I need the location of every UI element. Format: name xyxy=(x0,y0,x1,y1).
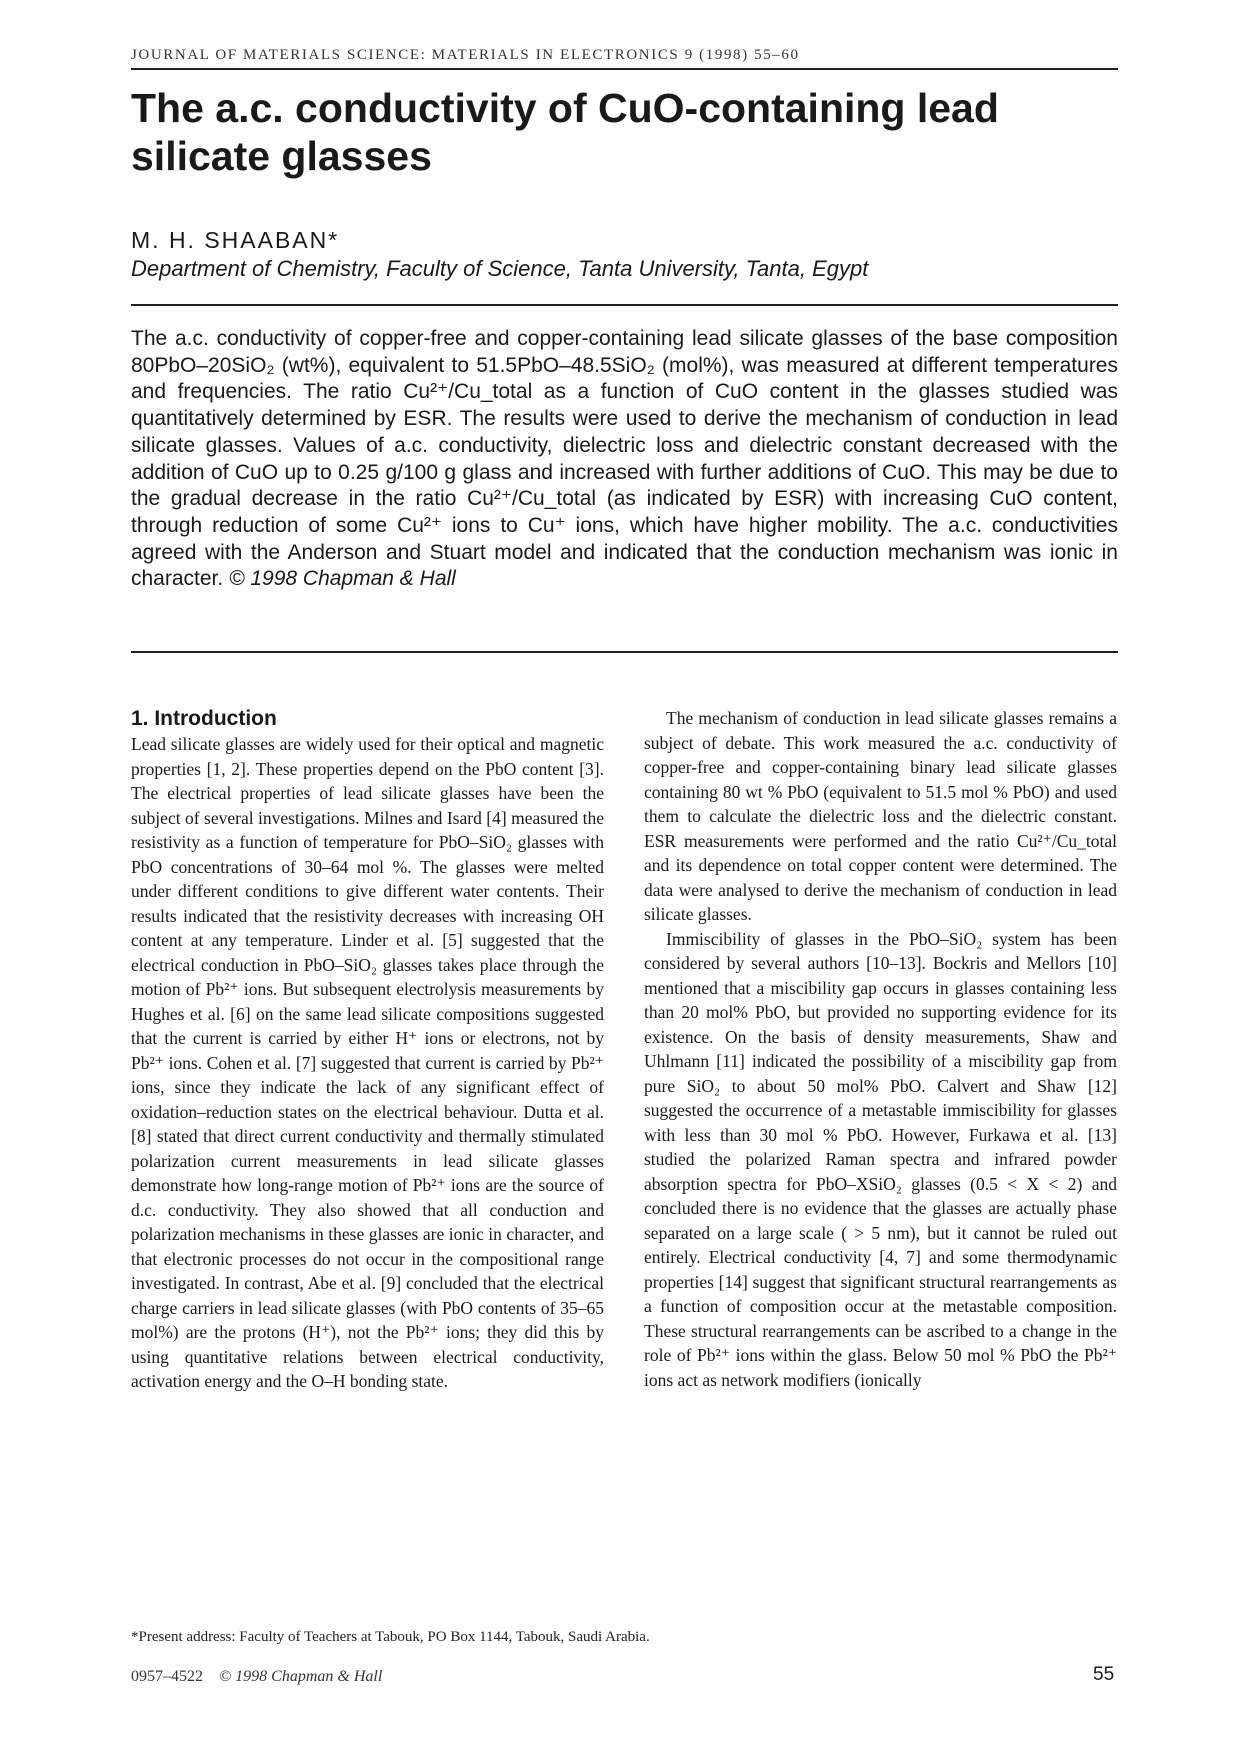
right-column xyxy=(644,706,1117,1392)
body-paragraph: The mechanism of conduction in lead silicate glasses remains a subject of debate. This work measured the a.c. conductivity of copper-free and copper-containing binary lead silicate glasses containing 80 wt % PbO (equivalent to 51.5 mol % PbO) and used them to calculate the dielectric loss and the dielectric constant. ESR measurements were performed and the ratio Cu²⁺/Cu_total and its dependence on total copper content were determined. The data were analysed to derive the mechanism of conduction in lead silicate glasses. xyxy=(644,708,1117,924)
author-affiliation: Department of Chemistry, Faculty of Science, Tanta University, Tanta, Egypt xyxy=(131,256,869,281)
publisher-copyright: © 1998 Chapman & Hall xyxy=(219,1668,383,1685)
issn: 0957–4522 xyxy=(131,1668,203,1685)
author-footnote: *Present address: Faculty of Teachers at Tabouk, PO Box 1144, Tabouk, Saudi Arabia. xyxy=(131,1629,650,1645)
page-number: 55 xyxy=(1093,1664,1115,1685)
abstract-copyright: © 1998 Chapman & Hall xyxy=(229,567,456,591)
issn-line xyxy=(131,1668,382,1686)
abstract-bottom-rule xyxy=(131,651,1118,653)
section-heading-introduction: 1. Introduction xyxy=(131,707,277,730)
journal-header: JOURNAL OF MATERIALS SCIENCE: MATERIALS IN ELECTRONICS 9 (1998) 55–60 xyxy=(131,47,800,63)
abstract xyxy=(131,326,1118,593)
abstract-top-rule xyxy=(131,304,1118,306)
left-column xyxy=(131,706,604,1394)
intro-paragraph: Lead silicate glasses are widely used for their optical and magnetic properties [1, 2]. These properties depend on the PbO content [3]. The electrical properties of lead silicate glasses have been the subject of several investigations. Milnes and Isard [4] measured the resistivity as a function of temperature for PbO–SiO₂ glasses with PbO concentrations of 30–64 mol %. The glasses were melted under different conditions to give different water contents. Their results indicated that the resistivity decreases with increasing OH content at any temperature. Linder et al. [5] suggested that the electrical conduction in PbO–SiO₂ glasses takes place through the motion of Pb²⁺ ions. But subsequent electrolysis measurements by Hughes et al. [6] on the same lead silicate compositions suggested that the current is carried by either H⁺ ions or electrons, not by Pb²⁺ ions. Cohen et al. [7] suggested that current is carried by Pb²⁺ ions, since they indicate the lack of any significant effect of oxidation–reduction states on the electrical behaviour. Dutta et al. [8] stated that direct current conductivity and thermally stimulated polarization current measurements in lead silicate glasses demonstrate how long-range motion of Pb²⁺ ions are the source of d.c. conductivity. They also showed that all conduction and polarization mechanisms in these glasses are ionic in character, and that electronic processes do not occur in the compositional range investigated. In contrast, Abe et al. [9] concluded that the electrical charge carriers in lead silicate glasses (with PbO contents of 35–65 mol%) are the protons (H⁺), not the Pb²⁺ ions; they did this by using quantitative relations between electrical conductivity, activation energy and the O–H bonding state. xyxy=(131,734,604,1391)
body-paragraph: Immiscibility of glasses in the PbO–SiO₂ system has been considered by several authors [10–13]. Bockris and Mellors [10] mentioned that a miscibility gap occurs in glasses containing less than 20 mol% PbO, but provided no supporting evidence for its existence. On the basis of density measurements, Shaw and Uhlmann [11] indicated the possibility of a miscibility gap from pure SiO₂ to about 50 mol% PbO. Calvert and Shaw [12] suggested the occurrence of a metastable immiscibility for glasses with less than 30 mol % PbO. However, Furkawa et al. [13] studied the polarized Raman spectra and infrared powder absorption spectra for PbO–XSiO₂ glasses (0.5 < X < 2) and concluded there is no evidence that the glasses are actually phase separated on a large scale ( > 5 nm), but it cannot be ruled out entirely. Electrical conductivity [4, 7] and some thermodynamic properties [14] suggest that significant structural rearrangements as a function of composition occur at the metastable composition. These structural rearrangements can be ascribed to a change in the role of Pb²⁺ ions within the glass. Below 50 mol % PbO the Pb²⁺ ions act as network modifiers (ionically xyxy=(644,928,1117,1390)
abstract-text: The a.c. conductivity of copper-free and copper-containing lead silicate glasses of the base composition 80PbO–20SiO₂ (wt%), equivalent to 51.5PbO–48.5SiO₂ (mol%), was measured at different temperatures and frequencies. The ratio Cu²⁺/Cu_total as a function of CuO content in the glasses studied was quantitatively determined by ESR. The results were used to derive the mechanism of conduction in lead silicate glasses. Values of a.c. conductivity, dielectric loss and dielectric constant decreased with the addition of CuO up to 0.25 g/100 g glass and increased with further additions of CuO. This may be due to the gradual decrease in the ratio Cu²⁺/Cu_total (as indicated by ESR) with increasing CuO content, through reduction of some Cu²⁺ ions to Cu⁺ ions, which have higher mobility. The a.c. conductivities agreed with the Anderson and Stuart model and indicated that the conduction mechanism was ionic in character. xyxy=(131,327,1118,591)
author-name: M. H. SHAABAN* xyxy=(131,227,340,253)
paper-title: The a.c. conductivity of CuO-containing lead silicate glasses xyxy=(131,85,999,179)
header-rule xyxy=(131,68,1118,70)
